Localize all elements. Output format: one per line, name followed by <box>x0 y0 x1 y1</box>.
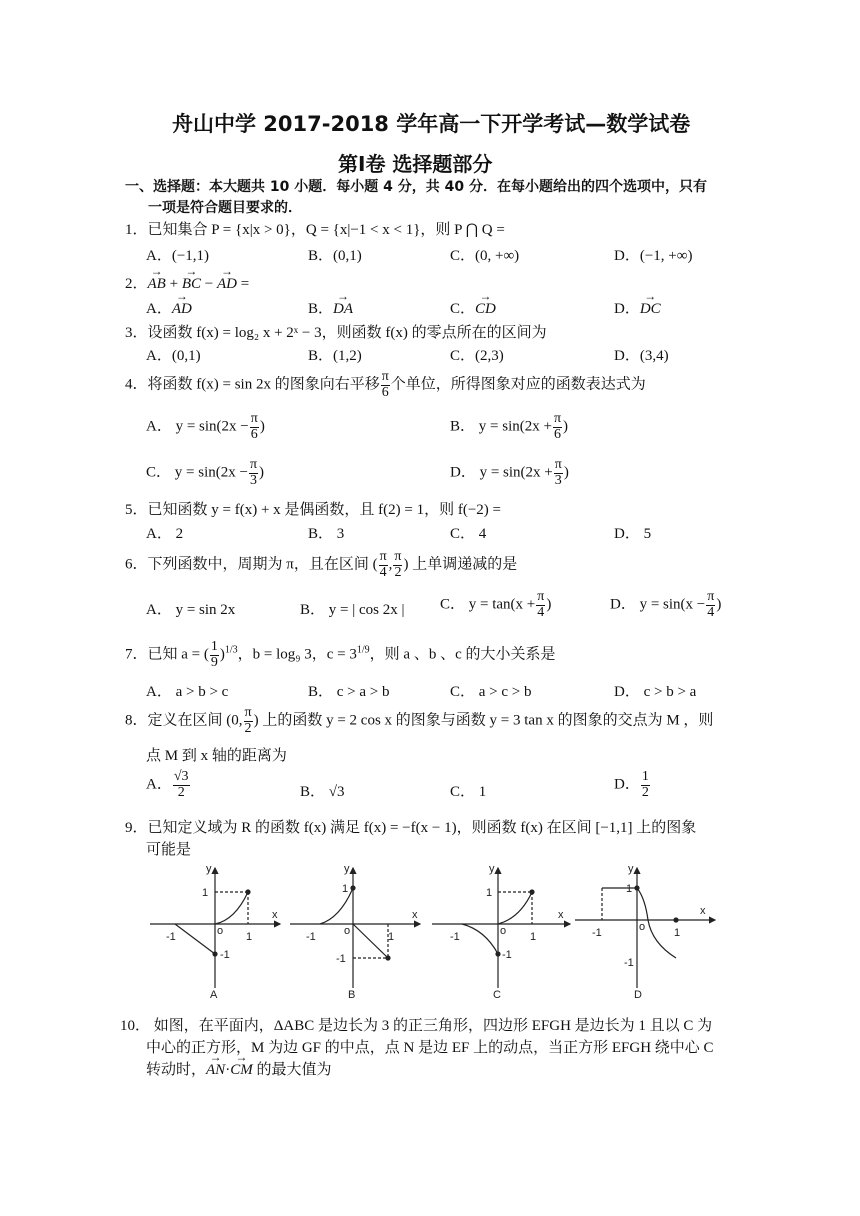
graph-a-origin: o <box>217 925 224 937</box>
graph-d-origin: o <box>639 921 646 933</box>
graph-d-label: D <box>634 989 642 1001</box>
q9-stem-2: 可能是 <box>146 842 192 858</box>
q5-option-a: A． 2 <box>146 526 184 542</box>
graph-d-xlabel: x <box>700 905 706 917</box>
q2-stem: 2．→ AB + → BC − → AD = <box>125 272 249 293</box>
graph-c-label: C <box>493 989 501 1001</box>
q5-stem: 5．已知函数 y = f(x) + x 是偶函数，且 f(2) = 1，则 f(−2) = <box>125 502 502 518</box>
graph-a-ylabel: y <box>206 863 212 875</box>
q7-option-a: A． a > b > c <box>146 684 229 700</box>
q1-option-c: C．(0, +∞) <box>450 248 520 264</box>
graph-b-label: B <box>348 989 356 1001</box>
q2-option-d: D．→ DC <box>614 297 661 318</box>
q1-stem: 1．已知集合 P = {x|x > 0}，Q = {x|−1 < x < 1}，则 P ⋂ Q = <box>125 222 505 238</box>
q5-option-c: C． 4 <box>450 526 487 542</box>
q10-stem-2: 中心的正方形，M 为边 GF 的中点，点 N 是边 EF 上的动点，当正方形 EFGH 绕中心 C <box>146 1040 714 1056</box>
q6-stem: 6．下列函数中，周期为 π，且在区间 ( $\frac{\pi}{4}$ , $\frac{\pi}{2}$ ) 上单调递减的是 <box>125 549 518 580</box>
q8-option-d: D． $\frac{1}{2}$ <box>614 769 649 800</box>
graph-d-tick-1y: 1 <box>626 883 633 895</box>
graph-a-tick-1y: 1 <box>202 887 209 899</box>
q2-option-c: C．→ CD <box>450 297 496 318</box>
q8-stem: 8．定义在区间 (0, $\frac{\pi}{2}$ ) 上的函数 y = 2 cos x 的图象与函数 y = 3 tan x 的图象的交点为 M ，则 <box>125 705 714 736</box>
q8-option-a: A． $\frac{√3}{2}$ <box>146 769 189 800</box>
q10-stem-1: 10． 如图，在平面内，ΔABC 是边长为 3 的正三角形，四边形 EFGH 是边长为 1 且以 C 为 <box>120 1018 713 1034</box>
graph-c-xlabel: x <box>558 909 564 921</box>
graph-b-tick-1y: 1 <box>342 883 349 895</box>
q10-stem-3: 转动时，→ AN·→ CM 的最大值为 <box>146 1058 331 1079</box>
q4-option-d: D． y = sin(2x + $\frac{\pi}{3}$ ) <box>450 457 569 488</box>
section-heading-2: 一项是符合题目要求的． <box>148 200 302 216</box>
graph-a-tick-n1x: -1 <box>166 931 176 943</box>
q3-option-b: B．(1,2) <box>308 348 362 364</box>
part-title: 第Ⅰ卷 选择题部分 <box>338 152 493 176</box>
graph-b-tick-1x: 1 <box>388 931 395 943</box>
q9-stem: 9．已知定义域为 R 的函数 f(x) 满足 f(x) = −f(x − 1)，则函数 f(x) 在区间 [−1,1] 上的图象 <box>125 820 697 836</box>
graph-c-tick-1x: 1 <box>530 931 537 943</box>
graph-c-tick-n1x: -1 <box>450 931 460 943</box>
graph-d-tick-n1x: -1 <box>592 927 602 939</box>
exam-title: 舟山中学 2017-2018 学年高一下开学考试—数学试卷 <box>172 112 691 136</box>
q4-stem: 4．将函数 f(x) = sin 2x 的图象向右平移 $\frac{\pi}{6}$ 个单位，所得图象对应的函数表达式为 <box>125 369 646 400</box>
q6-option-b: B． y = | cos 2x | <box>300 602 405 618</box>
q4-option-a: A． y = sin(2x − $\frac{\pi}{6}$ ) <box>146 411 265 442</box>
graph-c-tick-n1y: -1 <box>502 949 512 961</box>
q8-option-c: C． 1 <box>450 784 487 800</box>
q7-option-c: C． a > c > b <box>450 684 532 700</box>
graph-a-tick-n1y: -1 <box>220 949 230 961</box>
q8-stem-2: 点 M 到 x 轴的距离为 <box>146 748 287 764</box>
q4-option-b: B． y = sin(2x + $\frac{\pi}{6}$ ) <box>450 411 569 442</box>
graph-b-tick-n1x: -1 <box>306 931 316 943</box>
q3-option-c: C．(2,3) <box>450 348 504 364</box>
graph-d-tick-n1y: -1 <box>624 957 634 969</box>
q5-option-b: B． 3 <box>308 526 345 542</box>
section-heading: 一、选择题：本大题共 10 小题．每小题 4 分，共 40 分．在每小题给出的四个选项中，只有 <box>125 179 707 195</box>
q3-option-d: D．(3,4) <box>614 348 669 364</box>
q6-option-d: D． y = sin(x − $\frac{\pi}{4}$ ) <box>610 589 722 620</box>
graph-c-ylabel: y <box>489 863 495 875</box>
graph-a <box>150 868 280 988</box>
q9-graphs <box>140 858 720 1008</box>
q8-option-b: B． √3 <box>300 784 345 800</box>
q5-option-d: D． 5 <box>614 526 652 542</box>
q7-stem: 7．已知 a = ( $\frac{1}{9}$ )$^{1/3}$，b = log₉ 3，$c = 3^{1/9}$，则 a 、b 、c 的大小关系是 <box>125 639 556 670</box>
q1-option-a: A．(−1,1) <box>146 248 210 264</box>
graph-c-tick-1y: 1 <box>486 887 493 899</box>
graph-b-ylabel: y <box>344 863 350 875</box>
q3-stem: 3．设函数 f(x) = log₂ x + 2ˣ − 3，则函数 f(x) 的零点所在的区间为 <box>125 325 547 341</box>
q1-option-d: D．(−1, +∞) <box>614 248 693 264</box>
graph-b-tick-n1y: -1 <box>336 953 346 965</box>
q4-option-c: C． y = sin(2x − $\frac{\pi}{3}$ ) <box>146 457 265 488</box>
q7-option-b: B． c > a > b <box>308 684 390 700</box>
graph-d-ylabel: y <box>628 863 634 875</box>
graph-a-label: A <box>210 989 218 1001</box>
graph-b-xlabel: x <box>412 909 418 921</box>
q6-option-c: C． y = tan(x + $\frac{\pi}{4}$ ) <box>440 589 552 620</box>
q7-option-d: D． c > b > a <box>614 684 697 700</box>
graph-d-tick-1x: 1 <box>674 927 681 939</box>
graph-b <box>290 868 420 988</box>
q2-option-b: B．→ DA <box>308 297 353 318</box>
q3-option-a: A．(0,1) <box>146 348 201 364</box>
graph-b-origin: o <box>344 925 351 937</box>
q1-option-b: B．(0,1) <box>308 248 362 264</box>
graph-a-xlabel: x <box>272 909 278 921</box>
graph-a-tick-1x: 1 <box>246 931 253 943</box>
q2-option-a: A．→ AD <box>146 297 192 318</box>
graph-c-origin: o <box>500 925 507 937</box>
q6-option-a: A． y = sin 2x <box>146 602 236 618</box>
